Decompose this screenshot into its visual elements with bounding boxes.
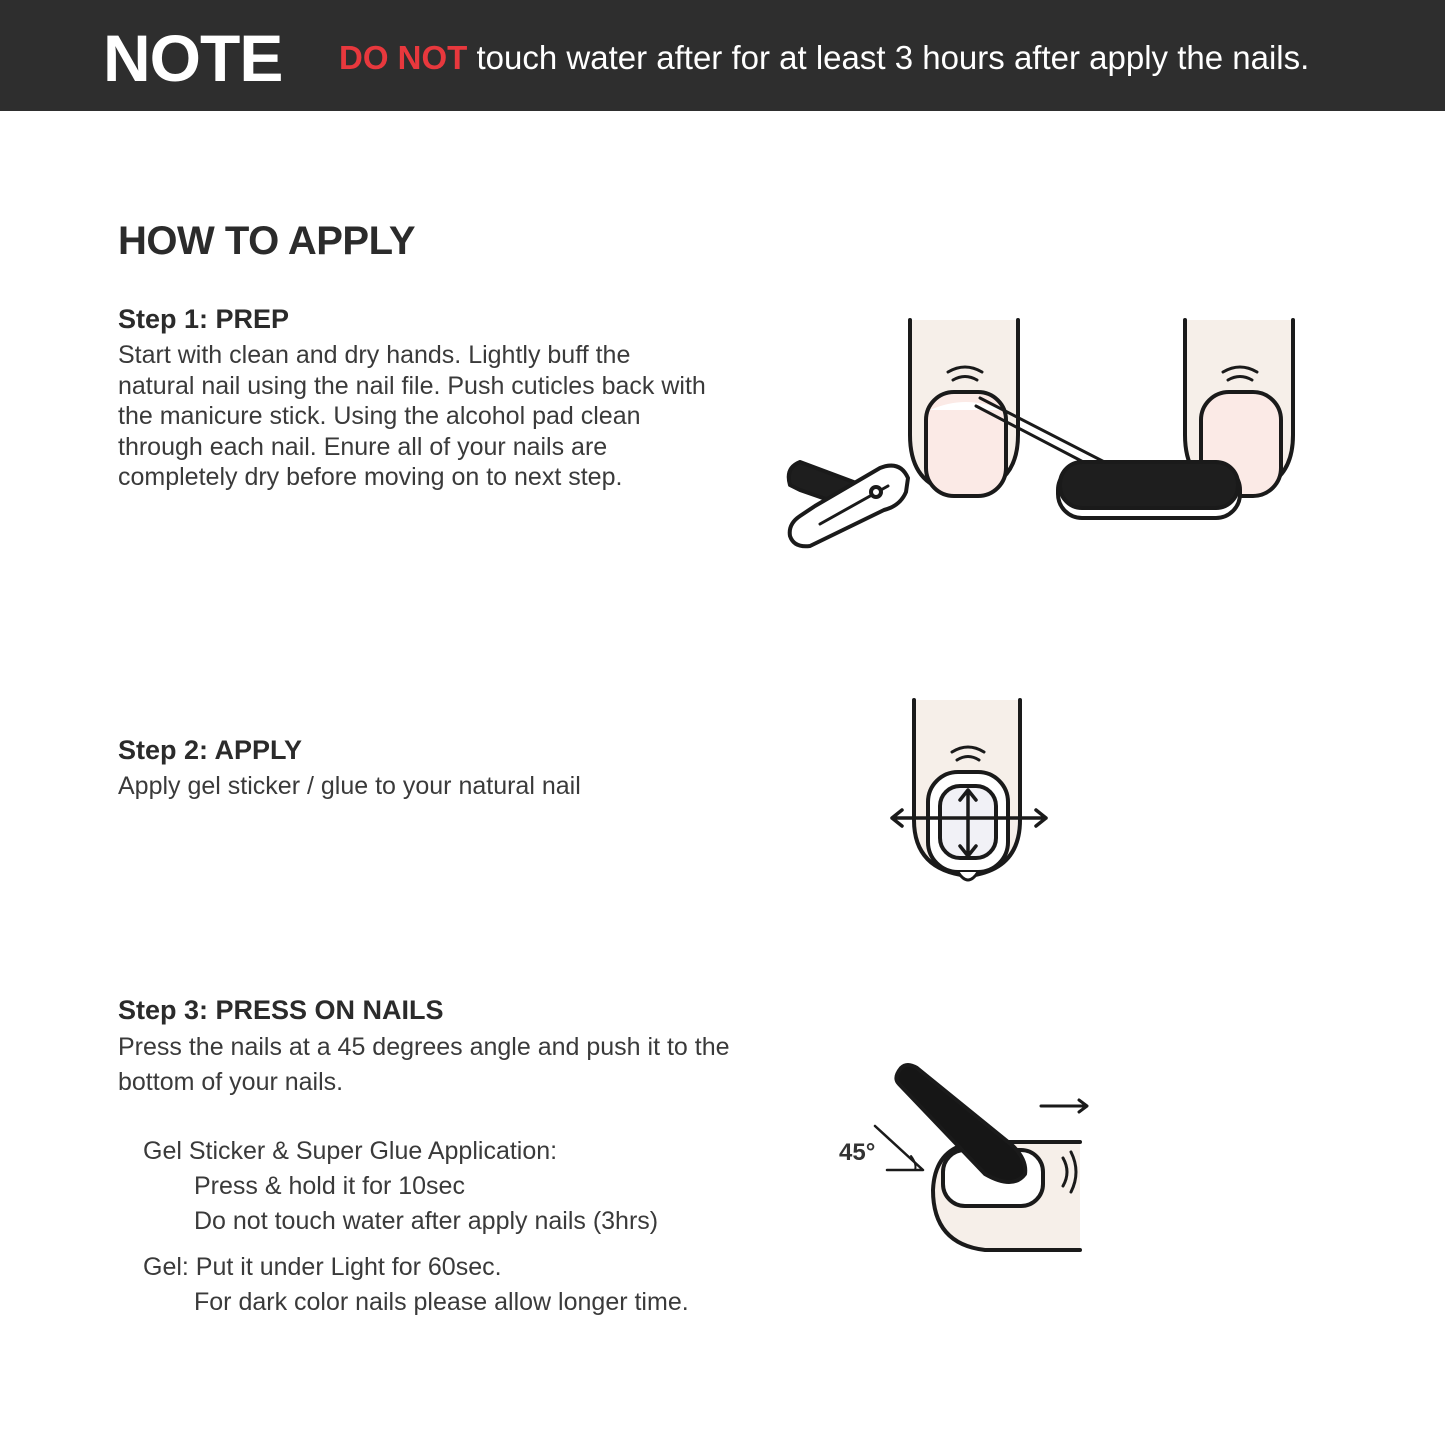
step-3-title: Step 3: PRESS ON NAILS: [118, 995, 444, 1025]
step-2-title: Step 2: APPLY: [118, 735, 303, 765]
step-3-body: [118, 1030, 730, 1100]
note-title: NOTE: [103, 21, 283, 95]
step-1-line: completely dry before moving on to next step.: [118, 463, 623, 491]
apply-glue-illustration: [880, 690, 1060, 890]
angle-label: 45°: [839, 1139, 876, 1166]
step-3-line: Press the nails at a 45 degrees angle and push it to the: [118, 1033, 730, 1061]
glue-instruction-2: Do not touch water after apply nails (3hrs): [194, 1207, 659, 1235]
nail-prep-illustration: [780, 310, 1310, 560]
step-1-body: [118, 340, 706, 493]
gel-instruction-2: For dark color nails please allow longer time.: [194, 1288, 689, 1316]
press-nail-illustration: [835, 1060, 1095, 1260]
step-2-line: Apply gel sticker / glue to your natural nail: [118, 772, 581, 800]
step-1-line: through each nail. Enure all of your nails are: [118, 432, 608, 461]
gel-label: Gel:: [143, 1253, 189, 1281]
glue-heading: Gel Sticker & Super Glue Application:: [143, 1137, 558, 1165]
step-1-title: Step 1: PREP: [118, 304, 290, 334]
arrow-right-icon: [1041, 1100, 1087, 1112]
step-3-line: bottom of your nails.: [118, 1068, 344, 1096]
step-1-line: natural nail using the nail file. Push cuticles back with: [118, 371, 706, 400]
note-warning: DO NOT: [339, 39, 468, 76]
step-1-line: Start with clean and dry hands. Lightly buff the: [118, 341, 631, 369]
step-1-line: the manicure stick. Using the alcohol pad clean: [118, 402, 641, 430]
gel-instruction: [143, 1250, 502, 1285]
gel-line-1: Put it under Light for 60sec.: [188, 1253, 502, 1281]
nail-file: [1060, 462, 1238, 508]
glue-drop: [958, 872, 978, 880]
note-message: [339, 38, 1309, 78]
step-2-body: [118, 771, 581, 802]
note-banner: [0, 0, 1445, 111]
page-title: HOW TO APPLY: [118, 219, 416, 263]
glue-instruction-1: Press & hold it for 10sec: [194, 1172, 465, 1200]
note-message-text: touch water after for at least 3 hours after apply the nails.: [467, 39, 1310, 76]
